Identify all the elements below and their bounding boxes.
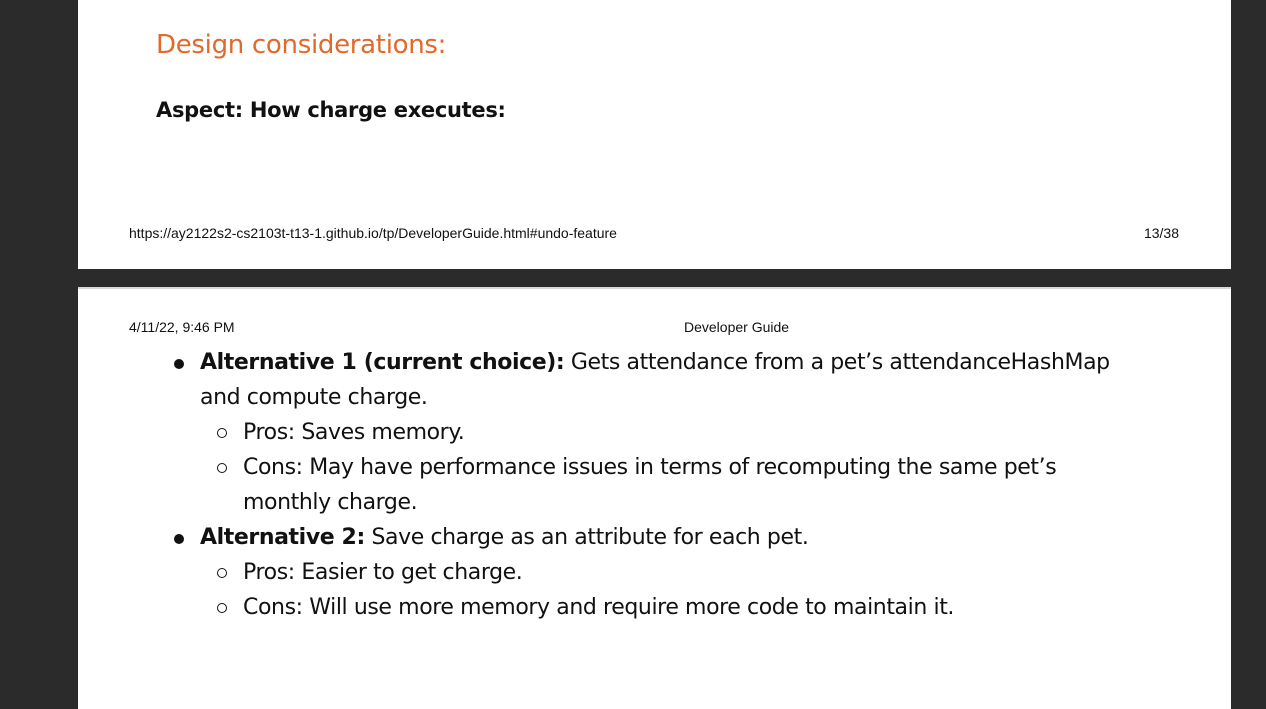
alternative-2 [170,520,1130,625]
header-date: 4/11/22, 9:46 PM [129,319,235,335]
point-item [200,450,1130,520]
bullet-icon [174,359,184,369]
header-title: Developer Guide [684,319,790,335]
circle-bullet-icon [217,603,227,613]
point-item [200,590,1130,625]
footer-page-number: 13/38 [1143,225,1179,241]
pdf-page-14 [78,289,1231,709]
point-item [200,415,1130,450]
point-text: Pros: Saves memory. [243,420,465,445]
alternative-text: Gets attendance from a pet’s attendanceHashMap and compute charge. [200,350,1110,410]
alternatives-list [170,345,1130,625]
alternative-points [200,555,1130,625]
alternative-text: Save charge as an attribute for each pet. [364,525,809,550]
design-considerations-heading: Design considerations: [156,30,447,60]
point-text: Cons: Will use more memory and require more code to maintain it. [243,595,955,620]
circle-bullet-icon [217,428,227,438]
circle-bullet-icon [217,463,227,473]
alternative-points [200,415,1130,520]
alternative-label: Alternative 2: [200,525,365,550]
alternative-1 [170,345,1130,520]
bullet-icon [174,534,184,544]
point-item [200,555,1130,590]
point-text: Cons: May have performance issues in terms of recomputing the same pet’s monthly charge. [243,455,1057,515]
aspect-heading: Aspect: How charge executes: [156,98,506,122]
point-text: Pros: Easier to get charge. [243,560,523,585]
circle-bullet-icon [217,568,227,578]
pdf-page-13 [78,0,1231,269]
alternative-label: Alternative 1 (current choice): [200,350,565,375]
footer-url: https://ay2122s2-cs2103t-t13-1.github.io/tp/DeveloperGuide.html#undo-feature [129,225,617,241]
